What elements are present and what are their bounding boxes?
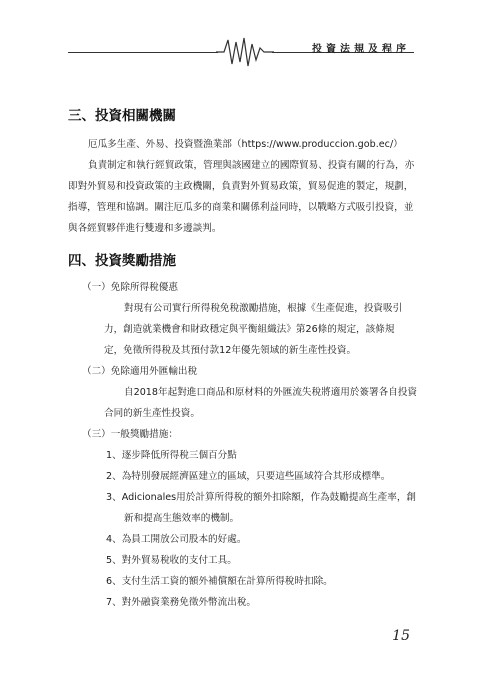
subsection-title: （一）免除所得稅優惠 (82, 282, 178, 293)
paragraph-line: 即對外貿易和投資政策的主政機關，負責對外貿易政策，貿易促進的製定，規劃， (68, 181, 414, 192)
list-item: 6、支付生活工資的額外補償額在計算所得稅時扣除。 (106, 576, 333, 587)
paragraph-line: 力，創造就業機會和財政穩定與平衡組織法》第26條的規定，該條規 (104, 324, 395, 335)
pulse-wave-icon (216, 36, 274, 68)
section-heading-incentives: 四、投資獎勵措施 (68, 253, 176, 269)
header-rule-left (68, 52, 218, 53)
paragraph-line: 自2018年起對進口商品和原材料的外匯流失稅將適用於簽署各自投資 (124, 387, 418, 398)
list-item-continuation: 新和提高生態效率的機制。 (124, 513, 240, 524)
page-number: 15 (392, 628, 410, 644)
paragraph-line: 負責制定和執行經貿政策，管理與該國建立的國際貿易、投資有關的行為，亦 (88, 160, 415, 171)
section-heading-agencies: 三、投資相關機關 (68, 108, 176, 124)
list-item: 3、Adicionales用於計算所得稅的額外扣除額，作為鼓勵提高生產率，創 (106, 492, 417, 503)
header-title: 投資法規及程序 (312, 44, 410, 55)
list-item: 1、逐步降低所得稅三個百分點 (106, 450, 237, 461)
list-item: 4、為員工開放公司股本的好處。 (106, 534, 247, 545)
subsection-title: （二）免除適用外匯輸出稅 (82, 366, 198, 377)
paragraph-line: 對現有公司實行所得稅免稅激勵措施，根據《生產促進，投資吸引 (124, 303, 403, 314)
paragraph-line: 合同的新生產性投資。 (104, 408, 200, 419)
list-item: 2、為特別發展經濟區建立的區域，只要這些區域符合其形成標準。 (106, 471, 391, 482)
list-item: 7、對外融資業務免徵外幣流出稅。 (106, 597, 257, 608)
agency-name: 厄瓜多生產、外易、投資暨漁業部（https://www.produccion.gob.ec/） (88, 139, 403, 150)
paragraph-line: 與各經貿夥伴進行雙邊和多邊談判。 (68, 223, 222, 234)
paragraph-line: 定，免徵所得稅及其預付款12年優先領域的新生產性投資。 (104, 345, 357, 356)
list-item: 5、對外貿易稅收的支付工具。 (106, 555, 237, 566)
subsection-title: （三）一般獎勵措施： (82, 429, 178, 440)
page-header (0, 0, 480, 70)
paragraph-line: 指導，管理和協調。關注厄瓜多的商業和關係利益同時，以戰略方式吸引投資，並 (68, 202, 414, 213)
